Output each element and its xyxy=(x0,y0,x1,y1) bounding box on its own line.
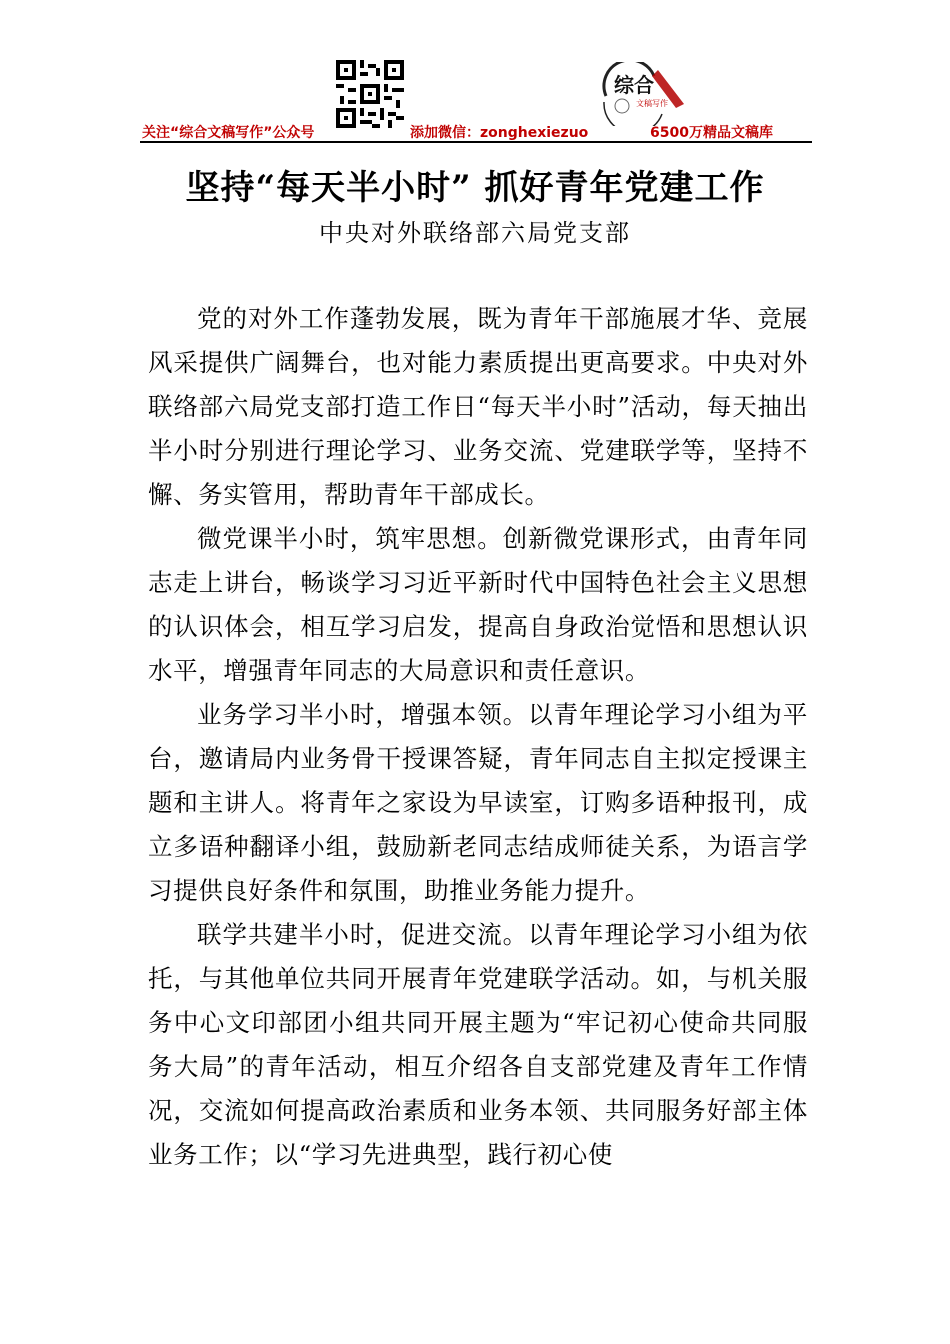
paragraph: 联学共建半小时，促进交流。以青年理论学习小组为依托，与其他单位共同开展青年党建联学活动。如，与机关服务中心文印部团小组共同开展主题为“牢记初心使命共同服务大局”的青年活动，相互介绍各自支部党建及青年工作情况，交流如何提高政治素质和业务本领、共同服务好部主体业务工作；以“学习先进典型，践行初心使 xyxy=(148,920,808,1169)
header-follow-text: 关注“综合文稿写作”公众号 xyxy=(142,125,315,141)
logo-text: 综合 xyxy=(614,73,654,97)
brand-logo xyxy=(592,62,692,126)
paragraph: 微党课半小时，筑牢思想。创新微党课形式，由青年同志走上讲台，畅谈学习习近平新时代中国特色社会主义思想的认识体会，相互学习启发，提高自身政治觉悟和思想认识水平，增强青年同志的大局意识和责任意识。 xyxy=(148,524,808,685)
logo-subtext: 文稿写作 xyxy=(636,99,668,108)
document-body xyxy=(148,297,808,1177)
paragraph: 业务学习半小时，增强本领。以青年理论学习小组为平台，邀请局内业务骨干授课答疑，青年同志自主拟定授课主题和主讲人。将青年之家设为早读室，订购多语种报刊，成立多语种翻译小组，鼓励新老同志结成师徒关系，为语言学习提供良好条件和氛围，助推业务能力提升。 xyxy=(148,700,808,905)
qr-code-icon xyxy=(336,60,404,128)
header-wechat-text: 添加微信：zonghexiezuo xyxy=(410,125,589,141)
paragraph: 党的对外工作蓬勃发展，既为青年干部施展才华、竞展风采提供广阔舞台，也对能力素质提出更高要求。中央对外联络部六局党支部打造工作日“每天半小时”活动，每天抽出半小时分别进行理论学习、业务交流、党建联学等，坚持不懈、务实管用，帮助青年干部成长。 xyxy=(148,304,808,509)
document-author: 中央对外联络部六局党支部 xyxy=(319,219,631,247)
header-divider xyxy=(140,141,812,143)
document-title: 坚持“每天半小时” 抓好青年党建工作 xyxy=(185,168,765,208)
header-library-text: 6500万精品文稿库 xyxy=(650,125,773,141)
page-header xyxy=(0,0,950,140)
